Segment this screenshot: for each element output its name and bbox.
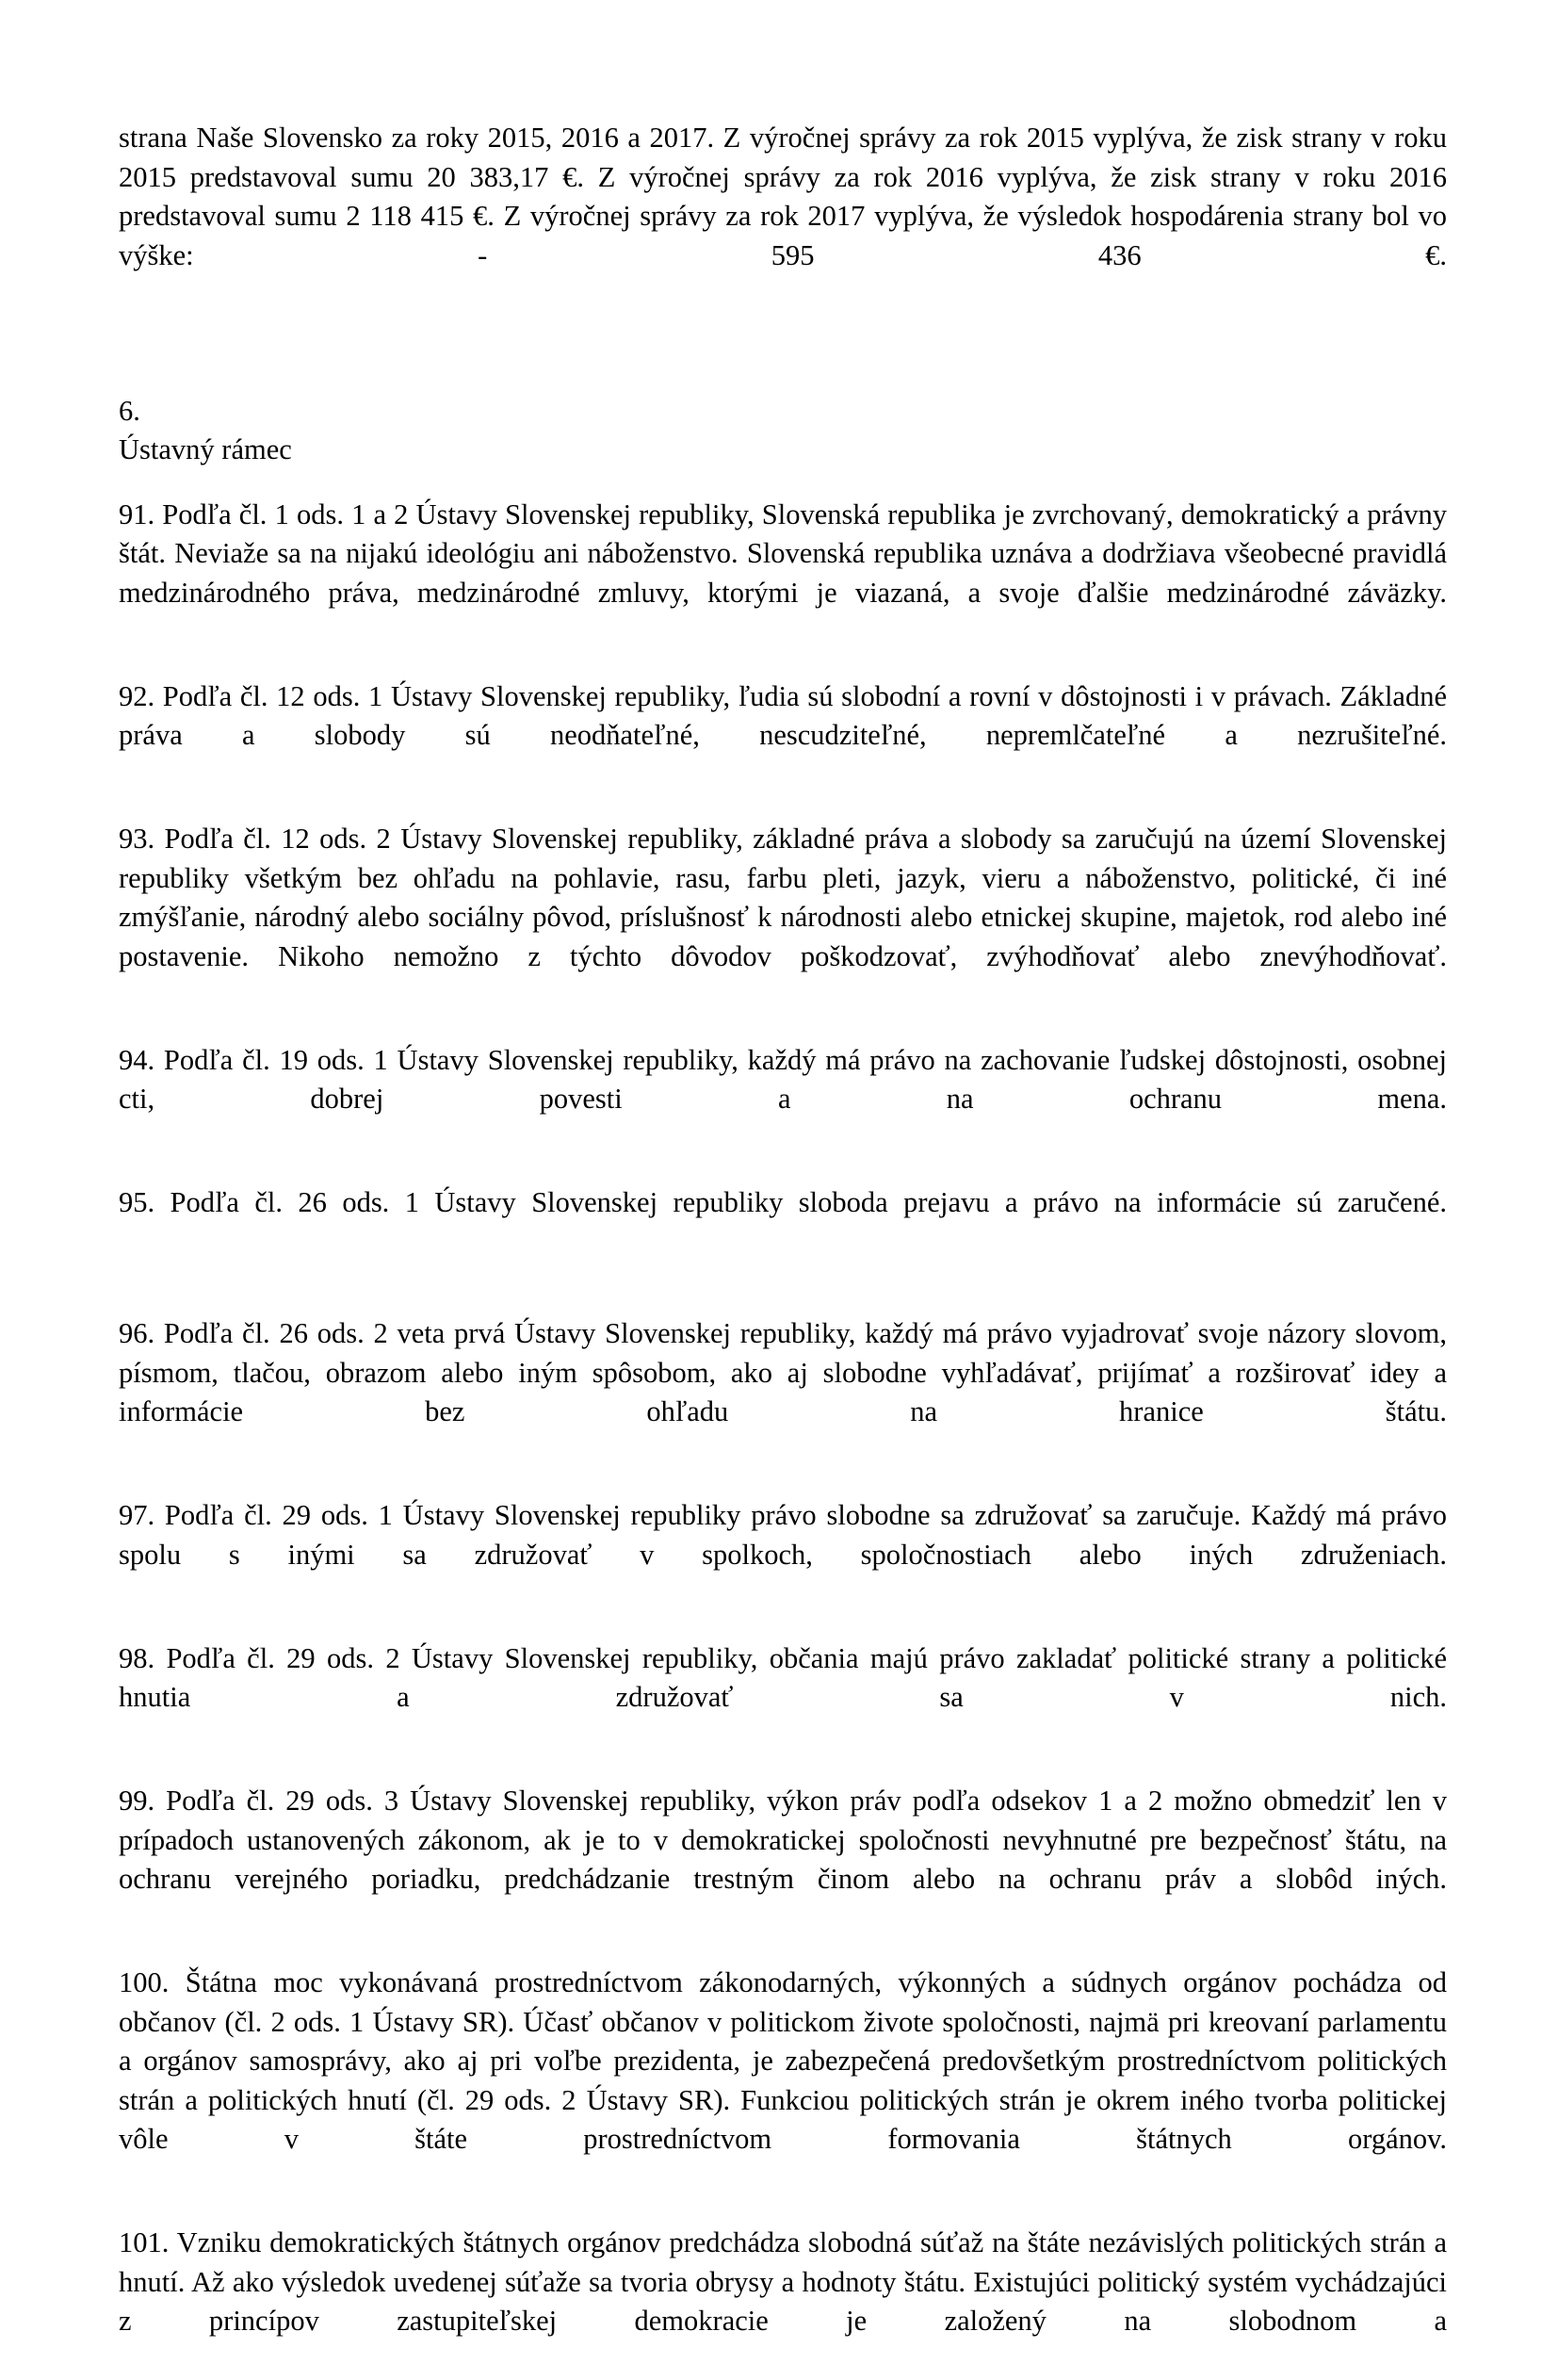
paragraph-95: 95. Podľa čl. 26 ods. 1 Ústavy Slovenskej republiky sloboda prejavu a právo na informácie sú zaručené. bbox=[119, 1186, 1447, 1218]
paragraph-97: 97. Podľa čl. 29 ods. 1 Ústavy Slovenskej republiky právo slobodne sa združovať sa zaručuje. Každý má právo spolu s inými sa združovať v spolkoch, spoločnostiach alebo iných združeniach. bbox=[119, 1499, 1447, 1571]
paragraph-100: 100. Štátna moc vykonávaná prostredníctvom zákonodarných, výkonných a súdnych orgánov pochádza od občanov (čl. 2 ods. 1 Ústavy SR). Účasť občanov v politickom živote spoločnosti, najmä pri kreovaní parlamentu a orgánov samosprávy, ako aj pri voľbe prezidenta, je zabezpečená predovšetkým prostredníctvom politických strán a politických hnutí (čl. 29 ods. 2 Ústavy SR). Funkciou politických strán je okrem iného tvorba politickej vôle v štáte prostredníctvom formovania štátnych orgánov. bbox=[119, 1966, 1447, 2155]
spacer-95-96 bbox=[119, 1262, 1447, 1314]
intro-paragraph: strana Naše Slovensko za roky 2015, 2016 a 2017. Z výročnej správy za rok 2015 vyplýva, že zisk strany v roku 2015 predstavoval sumu 20 383,17 €. Z výročnej správy za rok 2016 vyplýva, že zisk strany v roku 2016 predstavoval sumu 2 118 415 €. Z výročnej správy za rok 2017 vyplýva, že výsledok hospodárenia strany bol vo výške: - 595 436 €. bbox=[119, 122, 1447, 271]
spacer-after-section bbox=[119, 470, 1447, 496]
spacer-97-98 bbox=[119, 1614, 1447, 1639]
spacer-99-100 bbox=[119, 1938, 1447, 1964]
spacer-98-99 bbox=[119, 1756, 1447, 1782]
spacer-96-97 bbox=[119, 1471, 1447, 1496]
spacer-100-101 bbox=[119, 2198, 1447, 2224]
spacer-92-93 bbox=[119, 794, 1447, 820]
paragraph-96: 96. Podľa čl. 26 ods. 2 veta prvá Ústavy Slovenskej republiky, každý má právo vyjadrovať svoje názory slovom, písmom, tlačou, obrazom alebo iným spôsobom, ako aj slobodne vyhľadávať, prijímať a rozširovať idey a informácie bez ohľadu na hranice štátu. bbox=[119, 1317, 1447, 1427]
paragraph-93: 93. Podľa čl. 12 ods. 2 Ústavy Slovenskej republiky, základné práva a slobody sa zaručujú na území Slovenskej republiky všetkým bez ohľadu na pohlavie, rasu, farbu pleti, jazyk, vieru a náboženstvo, politické, či iné zmýšľanie, národný alebo sociálny pôvod, príslušnosť k národnosti alebo etnickej skupine, majetok, rod alebo iné postavenie. Nikoho nemožno z týchto dôvodov poškodzovať, zvýhodňovať alebo znevýhodňovať. bbox=[119, 823, 1447, 972]
paragraph-91: 91. Podľa čl. 1 ods. 1 a 2 Ústavy Slovenskej republiky, Slovenská republika je zvrchovaný, demokratický a právny štát. Neviaže sa na nijakú ideológiu ani náboženstvo. Slovenská republika uznáva a dodržiava všeobecné pravidlá medzinárodného práva, medzinárodné zmluvy, ktorými je viazaná, a svoje ďalšie medzinárodné záväzky. bbox=[119, 497, 1447, 609]
paragraph-94: 94. Podľa čl. 19 ods. 1 Ústavy Slovenskej republiky, každý má právo na zachovanie ľudskej dôstojnosti, osobnej cti, dobrej povesti a na ochranu mena. bbox=[119, 1043, 1447, 1115]
paragraph-99: 99. Podľa čl. 29 ods. 3 Ústavy Slovenskej republiky, výkon práv podľa odsekov 1 a 2 možno obmedziť len v prípadoch ustanovených zákonom, ak je to v demokratickej spoločnosti nevyhnutné pre bezpečnosť štátu, na ochranu verejného poriadku, predchádzanie trestným činom alebo na ochranu práv a slobôd iných. bbox=[119, 1785, 1447, 1895]
paragraph-98: 98. Podľa čl. 29 ods. 2 Ústavy Slovenskej republiky, občania majú právo zakladať politické strany a politické hnutia a združovať sa v nich. bbox=[119, 1641, 1447, 1713]
spacer-93-94 bbox=[119, 1016, 1447, 1041]
paragraph-92: 92. Podľa čl. 12 ods. 1 Ústavy Slovenskej republiky, ľudia sú slobodní a rovní v dôstojnosti i v právach. Základné práva a slobody sú neodňateľné, nescudziteľné, nepremlčateľné a nezrušiteľné. bbox=[119, 679, 1447, 751]
spacer-91-92 bbox=[119, 652, 1447, 677]
section-heading bbox=[119, 392, 1447, 470]
spacer-before-section bbox=[119, 315, 1447, 392]
spacer-94-95 bbox=[119, 1158, 1447, 1183]
paragraph-101: 101. Vzniku demokratických štátnych orgánov predchádza slobodná súťaž na štáte nezávislých politických strán a hnutí. Až ako výsledok uvedenej súťaže sa tvoria obrysy a hodnoty štátu. Existujúci politický systém vychádzajúci z princípov zastupiteľskej demokracie je založený na slobodnom a bbox=[119, 2226, 1447, 2337]
section-title: Ústavný rámec bbox=[119, 433, 292, 465]
document-body bbox=[119, 119, 1447, 2380]
section-number: 6. bbox=[119, 394, 140, 427]
